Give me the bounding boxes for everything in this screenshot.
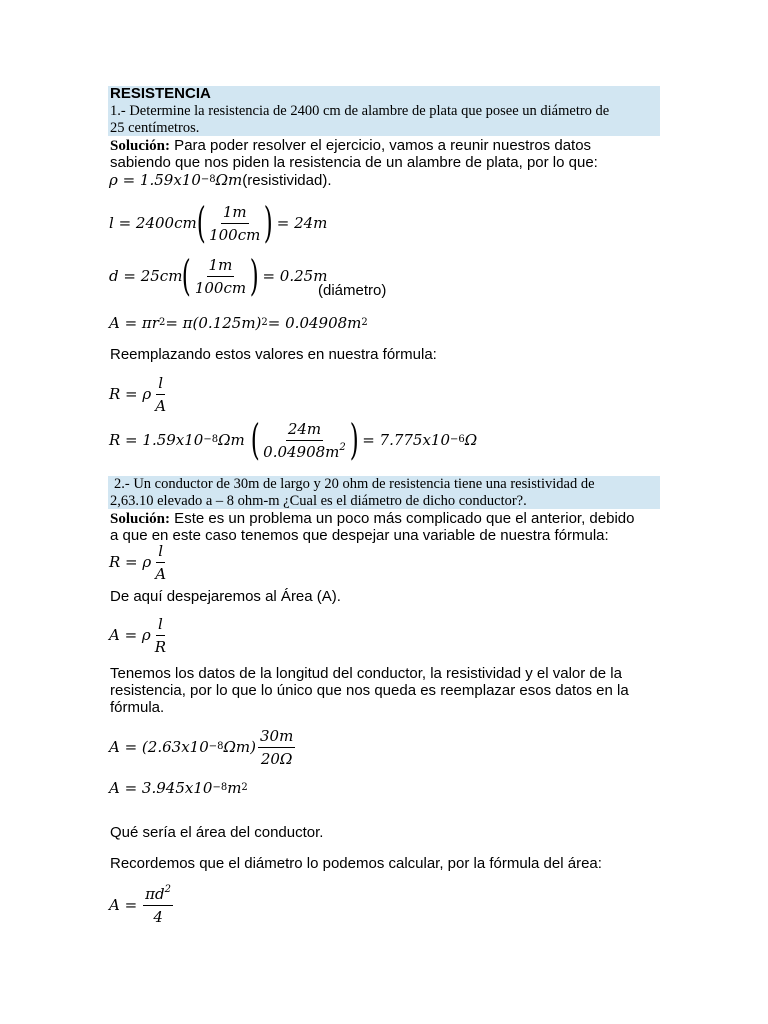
area-eq-part1: A = πr	[109, 314, 159, 332]
result-den	[261, 441, 348, 461]
despejar-text: De aquí despejaremos al Área (A).	[110, 588, 341, 605]
result-num: 24m	[286, 420, 323, 441]
area-eq-part3: = 0.04908m	[267, 314, 362, 332]
result-rhs: = 7.775x10	[362, 431, 451, 449]
length-rhs: = 24m	[276, 214, 328, 232]
rho-lhs: ρ = 1.59x10	[109, 171, 201, 189]
solution-1-text: Para poder resolver el ejercicio, vamos a reunir nuestros datos	[170, 137, 592, 154]
length-num: 1m	[221, 203, 249, 224]
datos-line3: fórmula.	[110, 699, 165, 716]
solution-label: Solución:	[110, 138, 171, 154]
resistance-lhs: R = ρ	[109, 385, 152, 403]
diameter-lhs: d = 25cm	[109, 267, 183, 285]
problem-1-text-line1: 1.- Determine la resistencia de 2400 cm de alambre de plata que posee un diámetro de	[110, 103, 610, 119]
area-result-lhs: A = 3.945x10	[109, 779, 213, 797]
result-unit: Ωm	[218, 431, 245, 449]
problem-1-text-line2: 25 centímetros.	[110, 120, 200, 136]
paren-left: (	[196, 198, 206, 247]
area-num: l	[156, 615, 165, 636]
area-diam-den: 4	[153, 907, 163, 926]
diameter-note: (diámetro)	[318, 282, 387, 299]
area-sub-fraction	[258, 727, 295, 768]
area-equation: A = πr 2 = π(0.125m) 2 = 0.04908m 2	[109, 314, 368, 332]
replace-text: Reemplazando estos valores en nuestra fórmula:	[110, 346, 437, 363]
resistance-den: A	[155, 564, 167, 583]
area-formula	[109, 615, 170, 655]
paren-right: )	[249, 251, 259, 300]
solution-label: Solución:	[110, 511, 171, 527]
area-lhs: A = ρ	[109, 626, 151, 644]
result-den-sup: 2	[339, 441, 346, 453]
length-lhs: l = 2400cm	[109, 214, 197, 232]
diameter-rhs: = 0.25m	[262, 267, 328, 285]
resistance-result: R = 1.59x10 −8 Ωm ( $\frac{24m}{0.04908m^2}$ ) = 7.775x10 −6 Ω	[109, 415, 478, 464]
rho-unit: Ωm	[215, 171, 243, 189]
section-title: RESISTENCIA	[110, 85, 211, 102]
resistance-num: l	[156, 542, 165, 563]
problem-2-text-line2: 2,63.10 elevado a – 8 ohm-m ¿Cual es el diámetro de dicho conductor?.	[110, 493, 527, 509]
length-equation	[109, 198, 328, 247]
resistance-fraction	[153, 542, 168, 583]
solution-2-line2: a que en este caso tenemos que despejar una variable de nuestra fórmula:	[110, 527, 609, 544]
rho-equation: ρ = 1.59x10 −8 Ωm (resistividad).	[109, 171, 332, 189]
area-text: Qué sería el área del conductor.	[110, 824, 324, 841]
resistance-formula-1	[109, 374, 170, 414]
resistance-num: l	[156, 374, 165, 395]
paren-right: )	[264, 198, 274, 247]
paren-left: (	[182, 251, 192, 300]
area-sub-unit: Ωm)	[223, 738, 256, 756]
area-eq-part2: = π(0.125m)	[165, 314, 262, 332]
solution-1-line1	[110, 138, 591, 154]
area-diam-sup: 2	[164, 883, 172, 895]
area-sub-den: 20Ω	[260, 749, 293, 768]
diameter-fraction	[193, 256, 248, 297]
rho-note: (resistividad).	[242, 171, 332, 189]
paren-left: (	[250, 415, 260, 464]
length-den: 100cm	[209, 225, 261, 244]
solution-2-text: Este es un problema un poco más complicado que el anterior, debido	[170, 510, 635, 527]
diameter-den: 100cm	[194, 278, 247, 297]
area-sub-lhs: A = (2.63x10	[109, 738, 209, 756]
datos-line2: resistencia, por lo que lo único que nos queda es reemplazar esos datos en la	[110, 682, 629, 699]
result-fraction	[261, 420, 348, 461]
solution-1-line2: sabiendo que nos piden la resistencia de un alambre de plata, por lo que:	[110, 154, 598, 171]
area-diam-num-text: πd	[145, 884, 165, 903]
problem-2-text-line1: 2.- Un conductor de 30m de largo y 20 ohm de resistencia tiene una resistividad de	[114, 476, 595, 492]
area-sub-num: 30m	[258, 727, 295, 748]
resistance-formula-2	[109, 542, 170, 582]
area-diam-lhs: A =	[109, 896, 138, 914]
result-lhs: R = 1.59x10	[109, 431, 204, 449]
diameter-num: 1m	[207, 256, 235, 277]
resistance-fraction	[153, 374, 168, 415]
datos-line1: Tenemos los datos de la longitud del conductor, la resistividad y el valor de la	[110, 665, 622, 682]
result-rhs-unit: Ω	[464, 431, 478, 449]
area-den: R	[154, 637, 167, 656]
result-den-text: 0.04908m	[263, 442, 340, 461]
area-diam-fraction	[143, 885, 173, 926]
paren-right: )	[349, 415, 359, 464]
length-fraction	[207, 203, 262, 244]
area-result-unit: m	[227, 779, 242, 797]
area-substitution: A = (2.63x10 −8 Ωm) $\frac{30m}{20\Omega}$	[109, 726, 294, 768]
solution-2-line1	[110, 511, 634, 527]
diameter-text: Recordemos que el diámetro lo podemos calcular, por la fórmula del área:	[110, 855, 602, 872]
resistance-lhs: R = ρ	[109, 553, 152, 571]
area-result: A = 3.945x10 −8 m 2	[109, 779, 248, 797]
resistance-den: A	[155, 396, 167, 415]
area-diam-num	[143, 885, 173, 906]
diameter-equation	[109, 251, 328, 300]
area-fraction	[153, 615, 168, 656]
area-diameter-formula	[109, 884, 175, 926]
